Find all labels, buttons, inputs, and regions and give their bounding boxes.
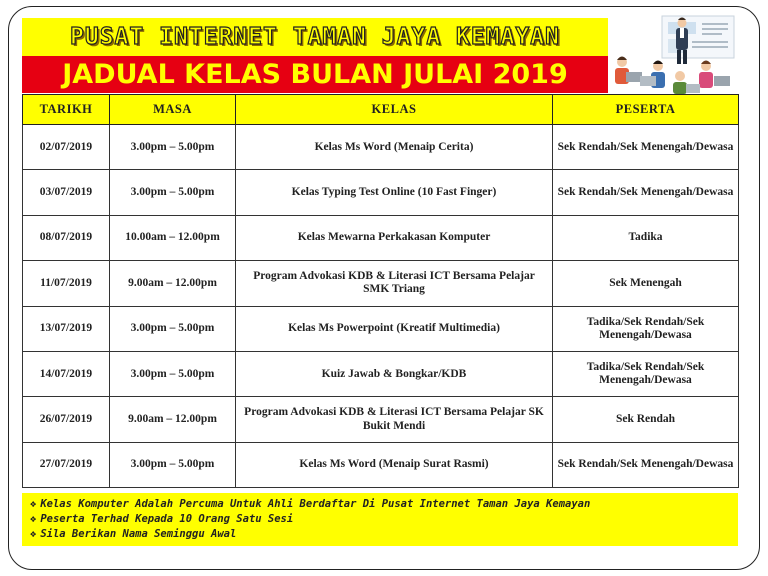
subtitle-banner: [22, 56, 608, 93]
table-row: [23, 170, 739, 215]
note-item: [30, 527, 730, 542]
header-participants: PESERTA: [553, 95, 739, 125]
cell-time: 3.00pm – 5.00pm: [110, 170, 236, 215]
cell-participants: Tadika/Sek Rendah/Sek Menengah/Dewasa: [553, 351, 739, 396]
diamond-bullet-icon: ❖: [30, 528, 37, 540]
header-date: TARIKH: [23, 95, 110, 125]
diamond-bullet-icon: ❖: [30, 498, 37, 510]
cell-class: Kelas Ms Word (Menaip Cerita): [236, 125, 553, 170]
cell-time: 9.00am – 12.00pm: [110, 261, 236, 306]
cell-time: 10.00am – 12.00pm: [110, 215, 236, 260]
table-row: [23, 442, 739, 487]
cell-class: Kelas Typing Test Online (10 Fast Finger): [236, 170, 553, 215]
cell-participants: Tadika/Sek Rendah/Sek Menengah/Dewasa: [553, 306, 739, 351]
table-row: [23, 215, 739, 260]
table-row: [23, 397, 739, 442]
cell-date: 08/07/2019: [23, 215, 110, 260]
notes-box: [22, 493, 738, 546]
cell-time: 9.00am – 12.00pm: [110, 397, 236, 442]
cell-time: 3.00pm – 5.00pm: [110, 351, 236, 396]
diamond-bullet-icon: ❖: [30, 513, 37, 525]
cell-participants: Sek Rendah/Sek Menengah/Dewasa: [553, 170, 739, 215]
cell-participants: Tadika: [553, 215, 739, 260]
cell-time: 3.00pm – 5.00pm: [110, 125, 236, 170]
cell-class: Program Advokasi KDB & Literasi ICT Bersama Pelajar SK Bukit Mendi: [236, 397, 553, 442]
cell-participants: Sek Rendah: [553, 397, 739, 442]
table-row: [23, 351, 739, 396]
classroom-computer-illustration: [610, 14, 738, 94]
cell-class: Program Advokasi KDB & Literasi ICT Bersama Pelajar SMK Triang: [236, 261, 553, 306]
note-text: Sila Berikan Nama Seminggu Awal: [40, 528, 237, 540]
header-class: KELAS: [236, 95, 553, 125]
cell-date: 27/07/2019: [23, 442, 110, 487]
table-header-row: [23, 95, 739, 125]
header-time: MASA: [110, 95, 236, 125]
table-row: [23, 261, 739, 306]
cell-class: Kelas Ms Powerpoint (Kreatif Multimedia): [236, 306, 553, 351]
cell-time: 3.00pm – 5.00pm: [110, 306, 236, 351]
cell-participants: Sek Rendah/Sek Menengah/Dewasa: [553, 442, 739, 487]
cell-participants: Sek Rendah/Sek Menengah/Dewasa: [553, 125, 739, 170]
cell-class: Kelas Ms Word (Menaip Surat Rasmi): [236, 442, 553, 487]
poster-subtitle: JADUAL KELAS BULAN JULAI 2019: [62, 59, 568, 90]
cell-class: Kuiz Jawab & Bongkar/KDB: [236, 351, 553, 396]
cell-date: 11/07/2019: [23, 261, 110, 306]
title-banner: [22, 18, 608, 56]
cell-date: 13/07/2019: [23, 306, 110, 351]
note-text: Peserta Terhad Kepada 10 Orang Satu Sesi: [40, 513, 294, 525]
table-row: [23, 125, 739, 170]
table-row: [23, 306, 739, 351]
poster-title: PUSAT INTERNET TAMAN JAYA KEMAYAN: [70, 24, 560, 50]
note-item: [30, 497, 730, 512]
classroom-icon: [610, 14, 738, 94]
note-item: [30, 512, 730, 527]
cell-class: Kelas Mewarna Perkakasan Komputer: [236, 215, 553, 260]
cell-date: 03/07/2019: [23, 170, 110, 215]
cell-participants: Sek Menengah: [553, 261, 739, 306]
cell-date: 14/07/2019: [23, 351, 110, 396]
class-schedule-table: [22, 94, 739, 488]
cell-date: 02/07/2019: [23, 125, 110, 170]
note-text: Kelas Komputer Adalah Percuma Untuk Ahli Berdaftar Di Pusat Internet Taman Jaya Kemayan: [40, 498, 591, 510]
cell-date: 26/07/2019: [23, 397, 110, 442]
cell-time: 3.00pm – 5.00pm: [110, 442, 236, 487]
